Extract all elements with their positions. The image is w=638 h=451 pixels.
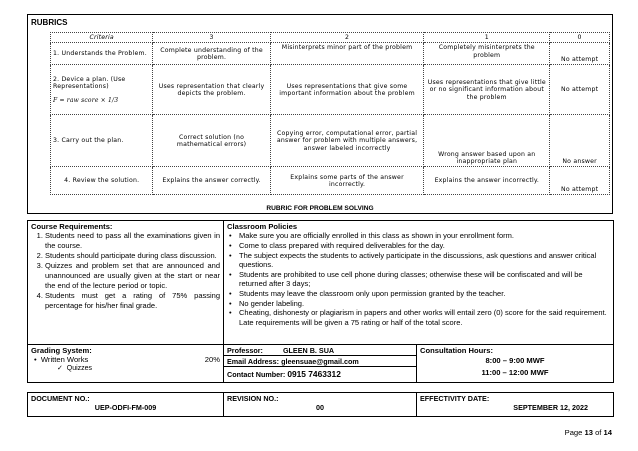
page-sep: of [595, 428, 602, 437]
policy-item: • Cheating, dishonesty or plagiarism in papers and other works will entail zero (0) score for the said requirement. Late requirements will be given a 75 rating or half of the total score. [239, 308, 610, 327]
rubric-criteria-cell [51, 65, 153, 115]
rubric-cell-3: Complete understanding of the problem. [153, 43, 270, 65]
rubric-caption: RUBRIC FOR PROBLEM SOLVING [266, 205, 374, 212]
email-line [224, 356, 416, 367]
requirement-item: 1. Students need to pass all the examinations given in the course. [45, 231, 220, 251]
rubric-cell-0: No answer [550, 115, 610, 167]
grading-item-wrap [34, 355, 88, 364]
grading-percent: 20% [204, 355, 220, 365]
professor-name: GLEEN B. SUA [282, 346, 335, 355]
policy-item: • Students are prohibited to use cell phone during classes; otherwise these will be confiscated and will be returned after 3 days; [239, 270, 610, 289]
grading-sub-item: Quizzes [66, 364, 93, 372]
policies-list [227, 231, 610, 327]
requirement-item: 2. Students should participate during class discussion. [45, 251, 220, 261]
rubric-cell-1: Wrong answer based upon an inappropriate plan [424, 115, 550, 167]
course-info-table [27, 220, 614, 383]
policy-item: • Come to class prepared with required deliverables for the day. [239, 241, 610, 251]
consultation-slot: 11:00 – 12:00 MWF [481, 367, 549, 377]
rubric-cell-2: Copying error, computational error, partial answer for problem with multiple answers, answer labeled incorrectly [270, 115, 424, 167]
requirement-item: 3. Quizzes and problem set that are announced and unannounced are usually given at the start or near the end of the lecture period or topic. [45, 261, 220, 291]
rubric-criteria: 3. Carry out the plan. [51, 115, 153, 167]
rubric-header-row [51, 33, 610, 43]
rubric-header-1: 1 [424, 33, 550, 43]
professor-line [224, 345, 416, 356]
score-formula: F = raw score × 1/3 [53, 96, 119, 104]
rubric-row [51, 115, 610, 167]
rubric-header-criteria: Criteria [51, 33, 153, 43]
document-no-value: UEP-ODFI-FM-009 [94, 403, 157, 412]
policy-item: • Students may leave the classroom only upon permission granted by the teacher. [239, 289, 610, 299]
rubric-cell-3: Explains the answer correctly. [153, 167, 270, 195]
footer-row [28, 393, 614, 417]
document-footer-table [27, 392, 614, 417]
rubric-cell-2: Explains some parts of the answer incorrectly. [270, 167, 424, 195]
rubric-cell-3: Uses representation that clearly depicts the problem. [153, 65, 270, 115]
requirements-policies-row [28, 221, 614, 345]
policies-cell [224, 221, 614, 345]
rubric-criteria: 2. Device a plan. (Use Representations) [53, 75, 126, 91]
consultation-cell [417, 345, 614, 383]
rubric-header-0: 0 [550, 33, 610, 43]
rubric-cell-2: Uses representations that give some important information about the problem [270, 65, 424, 115]
contact-value: 0915 7463312 [287, 369, 341, 379]
revision-no-label: REVISION NO.: [227, 394, 279, 403]
rubric-header-3: 3 [153, 33, 270, 43]
effectivity-date-cell [417, 393, 614, 417]
bullet-icon: • [34, 355, 41, 365]
rubrics-section [27, 14, 613, 214]
rubric-cell-1: Explains the answer incorrectly. [424, 167, 550, 195]
page-current: 13 [584, 428, 593, 437]
rubric-table [50, 32, 610, 195]
checkmark-icon: ✓ [57, 364, 67, 372]
document-no-label: DOCUMENT NO.: [31, 394, 90, 403]
rubric-cell-1: Completely misinterprets the problem [424, 43, 550, 65]
grading-sub-row [31, 365, 220, 374]
revision-no-cell [224, 393, 417, 417]
rubric-row [51, 65, 610, 115]
requirements-heading: Course Requirements: [31, 222, 113, 231]
rubric-cell-0: No attempt [550, 167, 610, 195]
document-no-cell [28, 393, 224, 417]
rubric-cell-0: No attempt [550, 65, 610, 115]
page-total: 14 [603, 428, 612, 437]
policy-item: • The subject expects the students to actively participate in the discussions, ask questions and answer critical questions. [239, 251, 610, 270]
email-label: Email Address: [227, 357, 280, 366]
grading-cell [28, 345, 224, 383]
email-value: gleensuae@gmail.com [281, 357, 359, 366]
rubric-row [51, 167, 610, 195]
page-prefix: Page [564, 428, 583, 437]
policies-heading: Classroom Policies [227, 222, 298, 231]
consultation-heading: Consultation Hours: [420, 346, 493, 355]
revision-no-value: 00 [316, 403, 324, 412]
rubric-criteria: 4. Review the solution. [51, 167, 153, 195]
rubric-cell-2: Misinterprets minor part of the problem [270, 43, 424, 65]
requirement-item: 4. Students must get a rating of 75% passing percentage for his/her final grade. [45, 291, 220, 311]
rubric-cell-1: Uses representations that give little or no significant information about the problem [424, 65, 550, 115]
page-number [565, 428, 612, 437]
requirements-list [31, 231, 220, 310]
effectivity-date-label: EFFECTIVITY DATE: [420, 394, 490, 403]
rubric-header-2: 2 [270, 33, 424, 43]
professor-label: Professor: [227, 346, 263, 355]
grading-heading: Grading System: [31, 346, 92, 355]
rubric-row [51, 43, 610, 65]
grading-item-row [31, 355, 220, 364]
contact-label: Contact Number: [227, 370, 286, 379]
grading-item: Written Works [40, 355, 89, 365]
rubric-cell-0: No attempt [550, 43, 610, 65]
requirements-cell [28, 221, 224, 345]
rubric-cell-3: Correct solution (no mathematical errors) [153, 115, 270, 167]
grading-contact-row [28, 345, 614, 383]
contact-line [224, 367, 416, 382]
professor-cell [224, 345, 417, 383]
policy-item: • No gender labeling. [239, 299, 610, 309]
consultation-slot: 8:00 – 9:00 MWF [485, 356, 545, 366]
rubrics-title: RUBRICS [31, 18, 68, 27]
effectivity-date-value: SEPTEMBER 12, 2022 [513, 403, 588, 412]
policy-item: • Make sure you are officially enrolled in this class as shown in your enrollment form. [239, 231, 610, 241]
rubric-criteria: 1. Understands the Problem. [51, 43, 153, 65]
